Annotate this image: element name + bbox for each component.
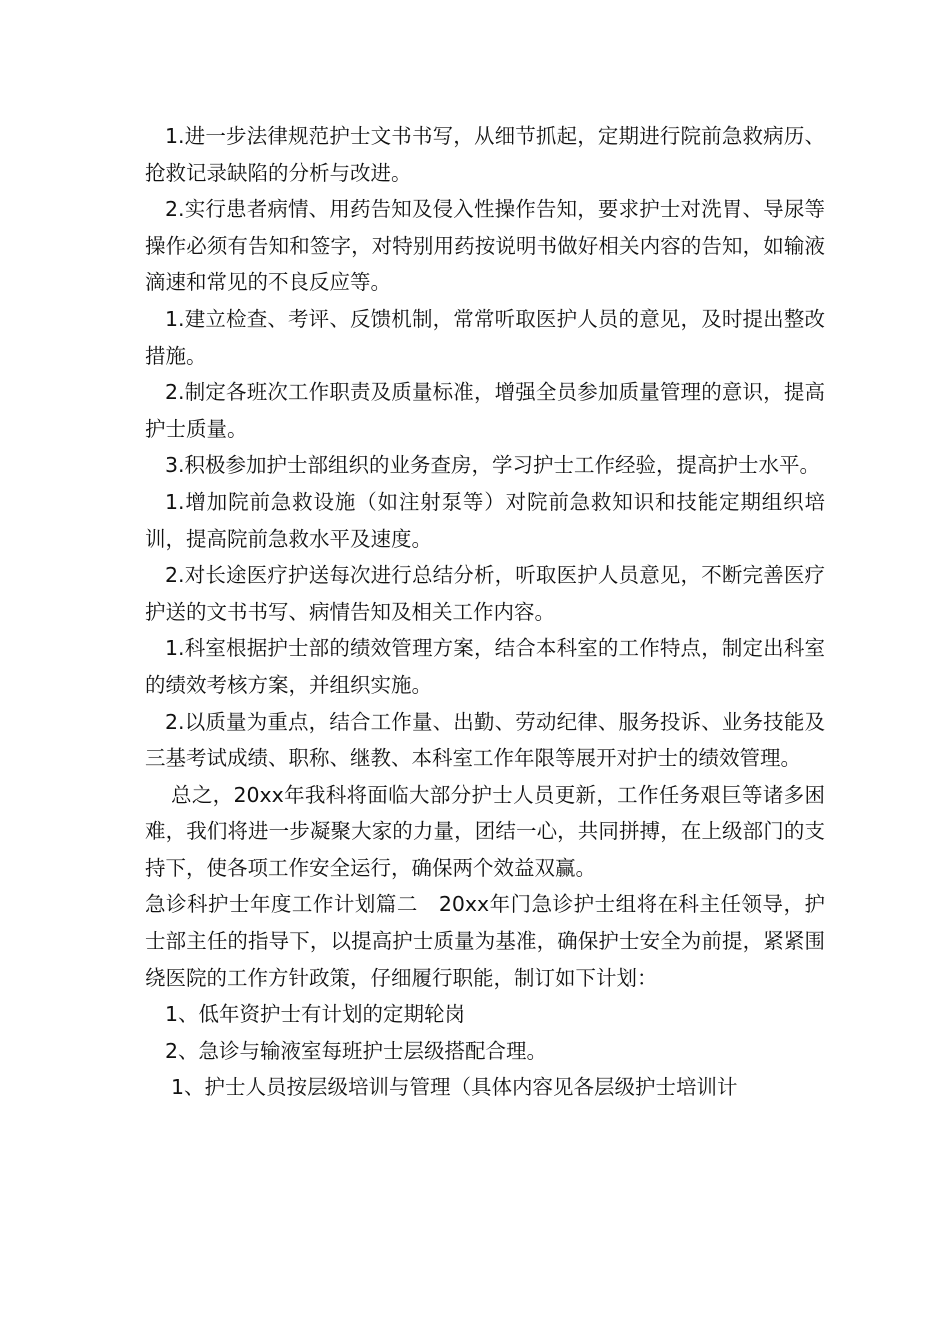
document-body (145, 118, 825, 1106)
list-item: 1、护士人员按层级培训与管理（具体内容见各层级护士培训计 (171, 1075, 738, 1100)
paragraph: 1.进一步法律规范护士文书书写，从细节抓起，定期进行院前急救病历、抢救记录缺陷的分析与改进。 (145, 124, 825, 185)
paragraph: 总之，20xx年我科将面临大部分护士人员更新，工作任务艰巨等诸多困难，我们将进一步凝聚大家的力量，团结一心，共同拼搏，在上级部门的支持下，使各项工作安全运行，确保两个效益双赢。 (145, 782, 825, 880)
paragraph: 3.积极参加护士部组织的业务查房，学习护士工作经验，提高护士水平。 (165, 453, 821, 478)
list-item: 2、急诊与输液室每班护士层级搭配合理。 (165, 1038, 548, 1063)
list-item: 1、低年资护士有计划的定期轮岗 (165, 1002, 466, 1027)
paragraph: 2.制定各班次工作职责及质量标准，增强全员参加质量管理的意识，提高护士质量。 (145, 380, 825, 441)
paragraph: 1.建立检查、考评、反馈机制，常常听取医护人员的意见，及时提出整改措施。 (145, 306, 825, 368)
paragraph: 2.实行患者病情、用药告知及侵入性操作告知，要求护士对洗胃、导尿等操作必须有告知和签字，对特别用药按说明书做好相关内容的告知，如输液滴速和常见的不良反应等。 (145, 197, 825, 295)
paragraph: 1.增加院前急救设施（如注射泵等）对院前急救知识和技能定期组织培训，提高院前急救水平及速度。 (145, 489, 825, 551)
paragraph: 1.科室根据护士部的绩效管理方案，结合本科室的工作特点，制定出科室的绩效考核方案，并组织实施。 (145, 636, 825, 697)
paragraph: 2.对长途医疗护送每次进行总结分析，听取医护人员意见，不断完善医疗护送的文书书写、病情告知及相关工作内容。 (145, 563, 825, 624)
section-heading-paragraph: 急诊科护士年度工作计划篇二 20xx年门急诊护士组将在科主任领导，护士部主任的指导下，以提高护士质量为基准，确保护士安全为前提，紧紧围绕医院的工作方针政策，仔细履行职能，制订如下计划： (145, 892, 825, 990)
paragraph: 2.以质量为重点，结合工作量、出勤、劳动纪律、服务投诉、业务技能及三基考试成绩、职称、继教、本科室工作年限等展开对护士的绩效管理。 (145, 709, 825, 771)
